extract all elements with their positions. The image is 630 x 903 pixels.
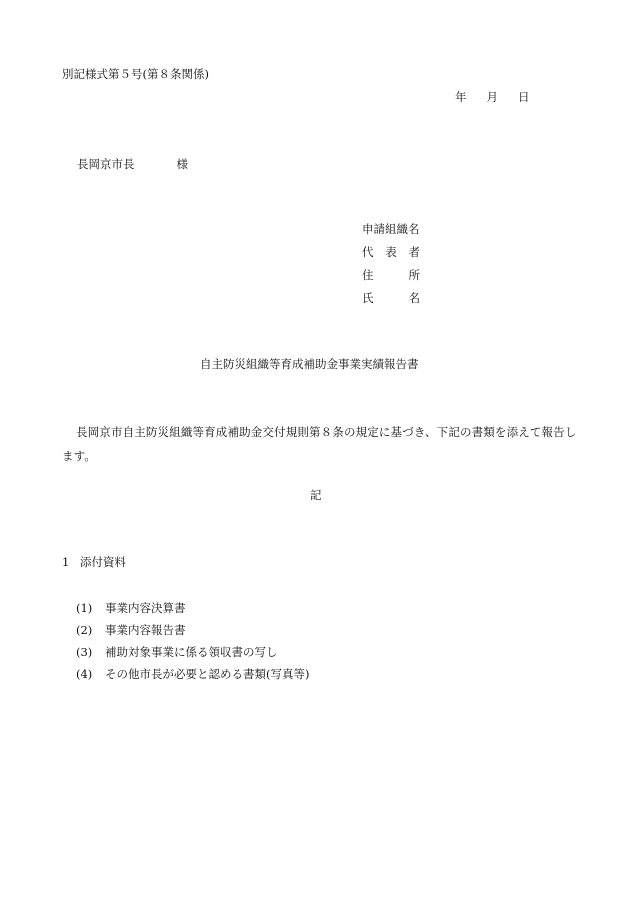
list-item-number: (2)	[76, 623, 93, 637]
addr-char-2: 所	[408, 268, 420, 282]
addressee-name: 長岡京市長	[77, 157, 135, 171]
addr-char-1: 住	[362, 268, 374, 282]
list-item	[76, 600, 186, 616]
list-item-number: (3)	[76, 645, 93, 659]
list-item-text: その他市長が必要と認める書類(写真等)	[105, 667, 310, 681]
document-title: 自主防災組織等育成補助金事業実績報告書	[200, 357, 419, 371]
date-day: 日	[518, 90, 530, 104]
list-item	[76, 644, 278, 660]
list-item-number: (4)	[76, 667, 93, 681]
name-char-2: 名	[408, 291, 420, 305]
rep-char-1: 代	[362, 245, 374, 259]
list-item-text: 補助対象事業に係る領収書の写し	[105, 645, 278, 659]
date-month: 月	[486, 90, 498, 104]
name-char-1: 氏	[362, 291, 374, 305]
list-item	[76, 666, 309, 682]
date-year: 年	[455, 90, 467, 104]
applicant-rep-label	[362, 244, 420, 260]
section-heading-text: 添付資料	[80, 555, 126, 569]
applicant-org-label	[362, 221, 420, 237]
applicant-name-label	[362, 290, 420, 306]
list-item-text: 事業内容報告書	[105, 623, 186, 637]
body-text: 長岡京市自主防災組織等育成補助金交付規則第８条の規定に基づき、下記の書類を添えて報告します。	[62, 425, 577, 463]
addressee-honorific: 様	[176, 157, 188, 171]
date-line	[455, 89, 530, 105]
ki-heading: 記	[310, 488, 322, 502]
list-item-number: (1)	[76, 601, 93, 615]
applicant-address-label	[362, 267, 420, 283]
form-number: 別記様式第５号(第８条関係)	[62, 67, 209, 81]
section-heading	[62, 554, 126, 570]
addressee	[77, 156, 188, 172]
rep-char-2: 表	[385, 245, 397, 259]
section-number: 1	[62, 555, 70, 569]
applicant-org-label-text: 申請組織名	[362, 222, 420, 236]
rep-char-3: 者	[408, 245, 420, 259]
list-item	[76, 622, 186, 638]
list-item-text: 事業内容決算書	[105, 601, 186, 615]
